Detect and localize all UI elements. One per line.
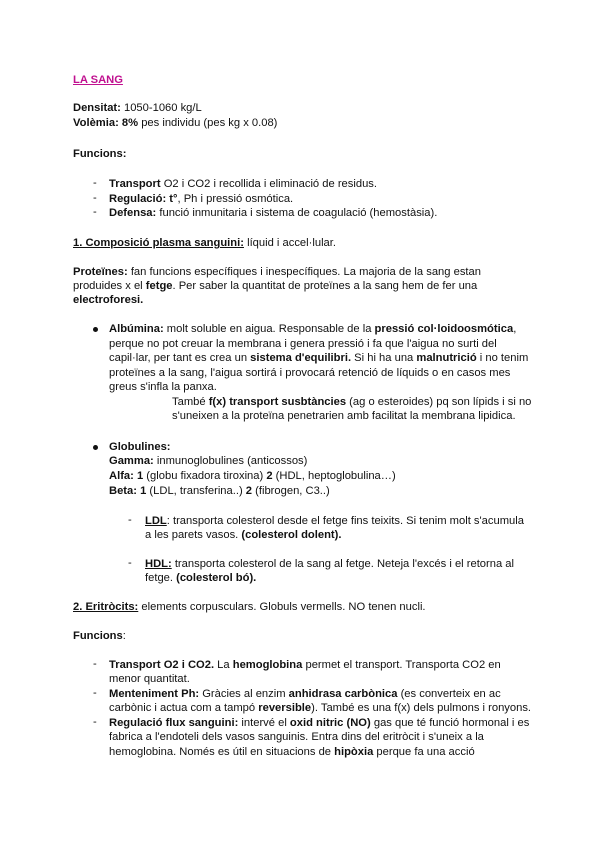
flux-line-3 — [109, 745, 475, 759]
text-span: També — [172, 396, 209, 408]
text-span: pressió col·loidoosmótica — [374, 323, 514, 335]
hdl-line-1 — [145, 557, 514, 571]
gamma-line — [109, 454, 307, 468]
text-span: hemoglobina — [232, 659, 303, 671]
density-label: Densitat: — [73, 102, 121, 114]
text-span: (HDL, heptoglobulina…) — [272, 470, 396, 482]
text-span: permet el transport. Transporta CO2 en — [302, 659, 501, 671]
dash-bullet: - — [93, 716, 97, 728]
density-line — [73, 101, 202, 115]
text-span: inmunoglobulines (anticossos) — [153, 455, 308, 467]
text-span: molt soluble en aigua. Responsable de la — [163, 323, 375, 335]
section2-heading: 2. Eritròcits: — [73, 601, 139, 613]
albumina-line-7: s'uneixen a la proteïna penetrarien amb facilitat la membrana lipidica. — [172, 410, 516, 422]
item-text: , Ph i pressió osmótica. — [177, 193, 294, 205]
dash-bullet: - — [93, 192, 97, 204]
volemia-percent: 8% — [118, 117, 139, 129]
ldl-label: LDL — [145, 515, 167, 527]
text-span: (colesterol bó). — [176, 572, 257, 584]
ldl-line-2 — [145, 528, 341, 542]
text-span: malnutrició — [416, 352, 477, 364]
text-span: (colesterol dolent). — [241, 529, 342, 541]
text-span: 2 — [245, 485, 253, 497]
text-span: capil·lar, per tant es crea un — [109, 352, 251, 364]
text-span: Gamma: — [109, 455, 154, 467]
dash-bullet: - — [93, 177, 97, 189]
round-bullet — [93, 445, 98, 450]
text-span: , — [513, 323, 517, 335]
funcions2-heading: Funcions — [73, 630, 123, 642]
text-span: (LDL, transferina..) — [146, 485, 246, 497]
item-label: Defensa: — [109, 207, 157, 219]
albumina-line-6 — [172, 395, 531, 409]
item-label: Regulació: t° — [109, 193, 178, 205]
text-span: hemoglobina. Només es útil en situacions de — [109, 746, 335, 758]
proteines-line-3: electroforesi. — [73, 294, 144, 306]
dash-bullet: - — [93, 206, 97, 218]
item-label: Transport — [109, 178, 161, 190]
text-span: f(x) transport susbtàncies — [208, 396, 347, 408]
albumina-line-5: greus s'infla la panxa. — [109, 381, 217, 393]
beta-line — [109, 484, 330, 498]
section2-line — [73, 600, 426, 614]
dash-bullet: - — [128, 557, 132, 569]
flux-label: Regulació flux sanguini: — [109, 717, 239, 729]
text-span: gas que té funció hormonal i es — [370, 717, 530, 729]
albumina-label: Albúmina: — [109, 323, 164, 335]
transport-line-1 — [109, 658, 501, 672]
dash-bullet: - — [93, 658, 97, 670]
text-span: transporta colesterol de la sang al fetge. Neteja l'excés i el retorna al — [171, 558, 515, 570]
text-span: Si hi ha una — [351, 352, 417, 364]
text-span: ). També es una f(x) dels pulmons i ronyons. — [311, 702, 532, 714]
text-span: hipòxia — [334, 746, 374, 758]
dash-bullet: - — [93, 687, 97, 699]
text-span: carbònic i actua com a tampó — [109, 702, 259, 714]
text-span: (globu fixadora tiroxina) — [143, 470, 267, 482]
text-span: 2 — [266, 470, 273, 482]
hdl-label: HDL: — [145, 558, 172, 570]
section1-heading: 1. Composició plasma sanguini: — [73, 237, 244, 249]
proteines-text: fan funcions específiques i inespecífiques. La majoria de la sang estan — [127, 266, 481, 278]
section1-line — [73, 236, 336, 250]
text-span: Beta: 1 — [109, 485, 147, 497]
item-text: O2 i CO2 i recollida i eliminació de residus. — [160, 178, 377, 190]
list-item — [109, 177, 377, 191]
section1-text: líquid i accel·lular. — [243, 237, 336, 249]
alfa-line — [109, 469, 396, 483]
text-span: : — [122, 630, 126, 642]
text-span: fetge — [145, 280, 173, 292]
text-span: sistema d'equilibri. — [250, 352, 352, 364]
albumina-line-3 — [109, 351, 528, 365]
text-span: (fibrogen, C3..) — [252, 485, 330, 497]
text-span: anhidrasa carbònica — [288, 688, 398, 700]
volemia-label: Volèmia: — [73, 117, 119, 129]
text-span: perque fa una acció — [373, 746, 475, 758]
albumina-line-4: proteïnes a la sang, l'aigua sortirá i provocará retenció de líquids o en casos mes — [109, 367, 511, 379]
text-span: fetge. — [145, 572, 177, 584]
transport-label: Transport O2 i CO2. — [109, 659, 215, 671]
text-span: Alfa: 1 — [109, 470, 144, 482]
text-span: a les parets vasos. — [145, 529, 242, 541]
ph-label: Menteniment Ph: — [109, 688, 200, 700]
albumina-line-2: perque no pot creuar la membrana i genera pressió i fa que l'aigua no surti del — [109, 338, 497, 350]
section2-text: elements corpusculars. Globuls vermells. NO tenen nucli. — [138, 601, 426, 613]
page-title: LA SANG — [73, 74, 123, 86]
text-span: : transporta colesterol desde el fetge fins teixits. Si tenim molt s'acumula — [166, 515, 524, 527]
item-text: funció inmunitaria i sistema de coagulació (hemostàsia). — [156, 207, 438, 219]
flux-line-2: fabrica a l'endoteli dels vasos sanguinis. Entra dins del eritròcit i s'uneix a la — [109, 731, 484, 743]
text-span: oxid nitric (NO) — [289, 717, 371, 729]
text-span: i no tenim — [476, 352, 529, 364]
albumina-line-1 — [109, 322, 516, 336]
proteines-line-1 — [73, 265, 481, 279]
ph-line-2 — [109, 701, 531, 715]
text-span: produides x el — [73, 280, 146, 292]
density-value: 1050-1060 kg/L — [120, 102, 202, 114]
round-bullet — [93, 327, 98, 332]
text-span: Gràcies al enzim — [199, 688, 289, 700]
volemia-line — [73, 116, 277, 130]
funcions-heading: Funcions: — [73, 148, 127, 160]
list-item — [109, 192, 293, 206]
volemia-value: pes individu (pes kg x 0.08) — [138, 117, 278, 129]
dash-bullet: - — [128, 514, 132, 526]
ph-line-1 — [109, 687, 501, 701]
ldl-line-1 — [145, 514, 524, 528]
text-span: (ag o esteroides) pq son lípids i si no — [346, 396, 532, 408]
proteines-label: Proteïnes: — [73, 266, 128, 278]
flux-line-1 — [109, 716, 529, 730]
list-item — [109, 206, 437, 220]
text-span: intervé el — [238, 717, 290, 729]
text-span: (es converteix en ac — [397, 688, 501, 700]
text-span: La — [214, 659, 233, 671]
globulines-label: Globulines: — [109, 441, 171, 453]
text-span: reversible — [258, 702, 312, 714]
proteines-line-2 — [73, 279, 477, 293]
transport-line-2: menor quantitat. — [109, 673, 190, 685]
text-span: . Per saber la quantitat de proteïnes a la sang hem de fer una — [172, 280, 478, 292]
funcions2-heading-line — [73, 629, 126, 643]
hdl-line-2 — [145, 571, 256, 585]
